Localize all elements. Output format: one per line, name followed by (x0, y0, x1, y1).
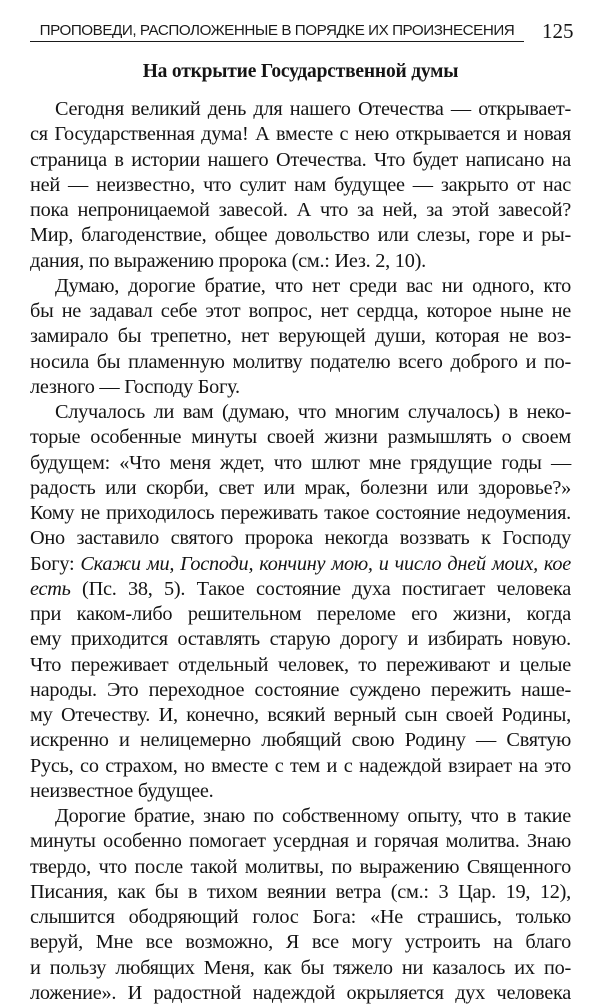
sermon-title: На открытие Государственной думы (142, 61, 459, 82)
text-line: неизвестное будущее. (30, 779, 214, 802)
text-line: веруй, Мне все возможно, Я все могу устроить на благо (30, 931, 571, 954)
body-text (30, 97, 571, 1006)
text-line: торые особенные минуты своей жизни размышлять о своем (30, 426, 571, 449)
page-header (30, 18, 575, 46)
text-line: и пользу любящих Меня, как бы тяжело ни казалось их по- (30, 956, 571, 979)
text-line: му Отечеству. И, конечно, всякий верный сын своей Родины, (30, 704, 571, 726)
text-line: ему приходится оставлять старую дорогу и избирать новую. (30, 628, 571, 651)
text-line: Мир, благоденствие, общее довольство или слезы, горе и ры- (30, 224, 571, 247)
text-line: дания, по выражению пророка (см.: Иез. 2, 10). (30, 249, 426, 272)
text-line: Писания, как бы в тихом веянии ветра (см.: 3 Цар. 19, 12), (30, 880, 571, 903)
text-line: замирало бы трепетно, нет верующей души, которая не воз- (30, 325, 571, 348)
text-line: Дорогие братие, знаю по собственному опыту, что в такие (55, 805, 571, 827)
text-fragment: (Пс. 38, 5). Такое состояние духа постигает человека (70, 577, 571, 600)
text-line: твердо, что после такой молитвы, по выражению Священного (30, 855, 571, 878)
text-line: минуты особенно помогает усердная и горячая молитва. Знаю (30, 830, 571, 853)
text-line: народы. Это переходное состояние суждено пережить наше- (30, 678, 571, 701)
text-line: лезного — Господу Богу. (30, 375, 240, 398)
text-line: Оно заставило святого пророка некогда воззвать к Господу (30, 527, 571, 550)
text-line: пока непроницаемой завесой. А что за ней, за этой завесой? (30, 199, 571, 221)
text-line: Русь, со страхом, но вместе с тем и с надеждой взирает на это (30, 754, 571, 777)
text-line: Кому не приходилось переживать такое состояние недоумения. (30, 502, 571, 524)
text-line: страница в истории нашего Отечества. Что будет написано на (30, 148, 571, 171)
text-fragment: Богу: (30, 552, 81, 575)
text-line: Сегодня великий день для нашего Отечества — открывает- (55, 98, 571, 120)
text-line: искренно и нелицемерно любящий свою Родину — Святую (30, 729, 571, 752)
text-line-with-quote (30, 577, 571, 602)
text-line: бы не задавал себе этот вопрос, нет сердца, которое ныне не (30, 300, 571, 322)
scripture-quote: есть (30, 577, 71, 600)
text-line: ложение». И радостной надеждой окрыляется дух человека (30, 981, 571, 1004)
text-line: слышится ободряющий голос Бога: «Не страшись, только (30, 906, 571, 928)
text-line: при каком-либо решительном переломе его жизни, когда (30, 603, 571, 625)
text-line: радость или скорби, свет или мрак, болезни или здоровье?» (30, 476, 571, 499)
running-head: ПРОПОВЕДИ, РАСПОЛОЖЕННЫЕ В ПОРЯДКЕ ИХ ПРОИЗНЕСЕНИЯ (30, 22, 524, 42)
page-number: 125 (542, 19, 574, 43)
text-line: Случалось ли вам (думаю, что многим случалось) в неко- (55, 401, 571, 423)
text-line: ней — неизвестно, что сулит нам будущее — закрыто от нас (30, 173, 571, 196)
text-line: носила бы пламенную молитву подателю всего доброго и по- (30, 350, 571, 373)
text-line: Что переживает отдельный человек, то переживают и целые (30, 653, 571, 676)
text-line: будущем: «Что меня ждет, что шлют мне грядущие годы — (30, 451, 571, 474)
text-line-with-quote (30, 552, 571, 577)
scripture-quote: Скажи ми, Господи, кончину мою, и число дней моих, кое (80, 552, 571, 575)
text-line: ся Государственная дума! А вместе с нею открывается и новая (30, 123, 571, 146)
text-line: Думаю, дорогие братие, что нет среди вас ни одного, кто (55, 274, 571, 297)
